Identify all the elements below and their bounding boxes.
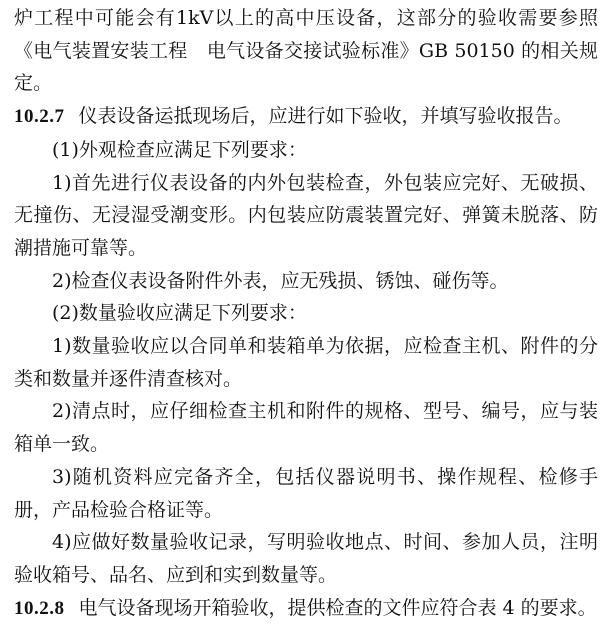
clause-text: 仪表设备运抵现场后，应进行如下验收，并填写验收报告。 <box>78 105 573 128</box>
item-quantity-2: 2)清点时，应仔细检查主机和附件的规格、型号、编号，应与装箱单一致。 <box>14 400 598 456</box>
item-quantity-1: 1)数量验收应以合同单和装箱单为依据，应检查主机、附件的分类和数量并逐件清查核对。 <box>14 335 598 390</box>
item-appearance-heading: (1)外观检查应满足下列要求： <box>52 138 307 161</box>
item-appearance-2: 2)检查仪表设备附件外表，应无残损、锈蚀、碰伤等。 <box>52 269 509 292</box>
clause-text: 电气设备现场开箱验收，提供检查的文件应符合表 4 的要求。 <box>78 596 597 619</box>
intro-paragraph: 炉工程中可能会有1kV以上的高中压设备，这部分的验收需要参照《电气装置安装工程 电气设备交接试验标准》GB 50150 的相关规定。 <box>14 7 598 95</box>
clause-number: 10.2.8 <box>14 597 65 619</box>
clause-10-2-7 <box>14 100 598 134</box>
item-appearance-1: 1)首先进行仪表设备的内外包装检查，外包装应完好、无破损、无撞伤、无浸湿受潮变形。内包装应防震装置完好、弹簧未脱落、防潮措施可靠等。 <box>14 171 598 259</box>
clause-number: 10.2.7 <box>14 106 65 128</box>
clause-10-2-8 <box>14 592 598 625</box>
item-quantity-heading: (2)数量验收应满足下列要求： <box>52 302 307 325</box>
item-quantity-3: 3)随机资料应完备齐全，包括仪器说明书、操作规程、检修手册，产品检验合格证等。 <box>14 465 598 521</box>
item-quantity-4: 4)应做好数量验收记录，写明验收地点、时间、参加人员，注明验收箱号、品名、应到和实到数量等。 <box>14 531 598 586</box>
